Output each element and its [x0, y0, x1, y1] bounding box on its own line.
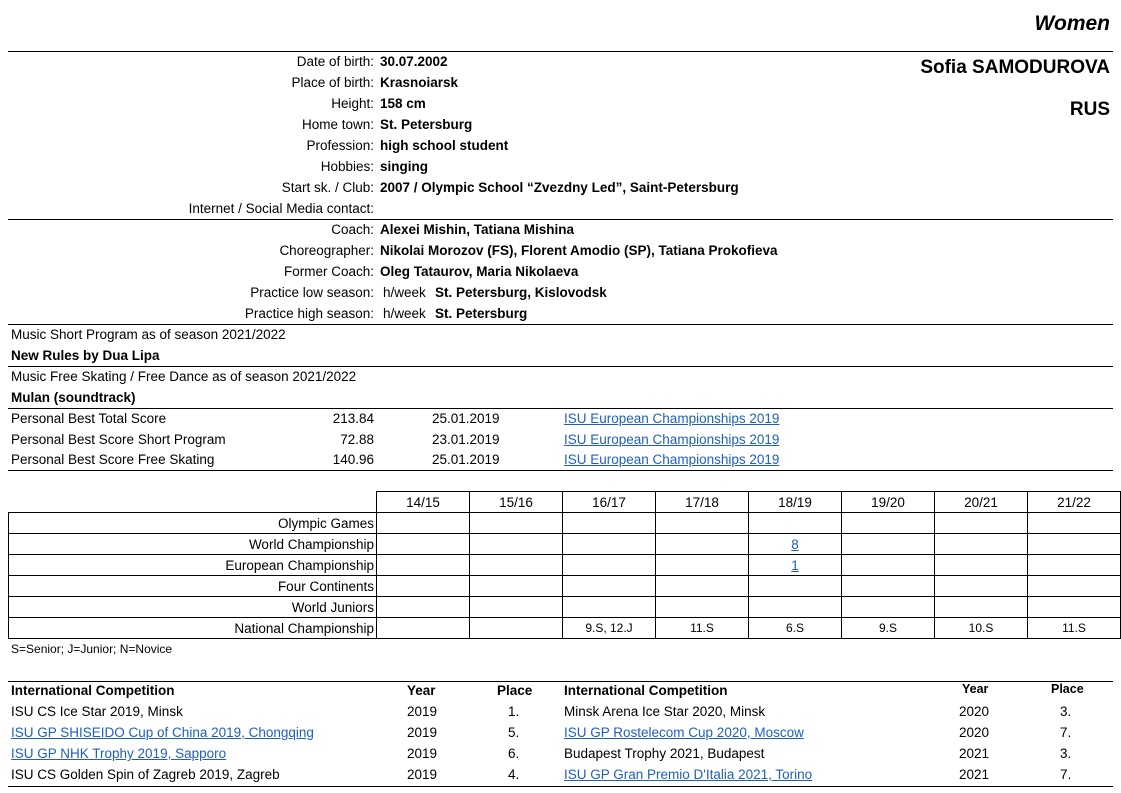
result-cell [470, 618, 563, 639]
level-legend: S=Senior; J=Junior; N=Novice [11, 642, 173, 656]
pb-date: 25.01.2019 [432, 452, 500, 467]
bio-label: Hobbies: [320, 159, 374, 174]
results-row-four-continents [9, 576, 1121, 597]
comp-year: 2021 [959, 746, 990, 761]
pb-date: 23.01.2019 [432, 432, 500, 447]
comp-place: 4. [508, 767, 520, 782]
result-cell [377, 513, 470, 534]
bio-value: 30.07.2002 [380, 54, 448, 69]
results-row-worlds [9, 534, 1121, 555]
result-cell [842, 513, 935, 534]
result-cell [842, 576, 935, 597]
bio-label: Start sk. / Club: [281, 180, 374, 195]
blank-cell [9, 492, 377, 513]
comp-header: International Competition [11, 683, 175, 698]
divider [8, 324, 1113, 325]
comp-year: 2019 [407, 767, 438, 782]
bio-label: Profession: [306, 138, 374, 153]
season-header: 19/20 [842, 492, 935, 513]
result-cell [656, 597, 749, 618]
result-cell [563, 576, 656, 597]
result-cell [935, 513, 1028, 534]
comp-year: 2020 [959, 725, 990, 740]
bio-value: high school student [380, 138, 509, 153]
result-cell [656, 576, 749, 597]
results-row-world-juniors [9, 597, 1121, 618]
comp-place: 3. [1060, 704, 1072, 719]
comp-year-header: Year [962, 682, 989, 696]
result-cell [656, 534, 749, 555]
result-cell [470, 534, 563, 555]
result-cell [749, 513, 842, 534]
result-cell [377, 618, 470, 639]
comp-place: 1. [508, 704, 520, 719]
row-label: World Championship [9, 534, 377, 555]
comp-year: 2019 [407, 725, 438, 740]
comp-place: 6. [508, 746, 520, 761]
result-cell [656, 513, 749, 534]
result-cell: 11.S [1028, 618, 1121, 639]
bio-label: Home town: [301, 117, 374, 132]
music-fs-title: Mulan (soundtrack) [11, 390, 136, 405]
practice-high-value: St. Petersburg [435, 306, 528, 321]
choreographer-value: Nikolai Morozov (FS), Florent Amodio (SP), Tatiana Prokofieva [380, 243, 778, 258]
results-row-olympic [9, 513, 1121, 534]
coach-label: Coach: [331, 222, 374, 237]
comp-place-header: Place [1051, 682, 1084, 696]
comp-year-header: Year [407, 683, 436, 698]
row-label: European Championship [9, 555, 377, 576]
comp-place: 5. [508, 725, 520, 740]
bio-value: singing [380, 159, 428, 174]
result-cell [842, 597, 935, 618]
result-cell [749, 597, 842, 618]
practice-high-label: Practice high season: [244, 306, 374, 321]
music-sp-title: New Rules by Dua Lipa [11, 348, 160, 363]
result-cell [935, 597, 1028, 618]
pb-date: 25.01.2019 [432, 411, 500, 426]
result-cell [377, 576, 470, 597]
result-cell [563, 534, 656, 555]
practice-low-label: Practice low season: [250, 285, 374, 300]
result-cell [563, 597, 656, 618]
bio-label: Internet / Social Media contact: [188, 201, 374, 216]
season-results-table [8, 491, 1121, 639]
result-cell [749, 576, 842, 597]
result-cell [935, 555, 1028, 576]
result-cell [377, 555, 470, 576]
result-cell [1028, 576, 1121, 597]
season-header: 16/17 [563, 492, 656, 513]
season-header: 18/19 [749, 492, 842, 513]
result-cell [749, 555, 842, 576]
pb-event-link[interactable]: ISU European Championships 2019 [564, 452, 780, 467]
practice-low-unit: h/week [383, 285, 426, 300]
comp-name: ISU CS Golden Spin of Zagreb 2019, Zagreb [11, 767, 280, 782]
bio-value: Krasnoiarsk [380, 75, 459, 90]
divider [8, 470, 1113, 471]
music-sp-label: Music Short Program as of season 2021/2022 [11, 327, 286, 342]
former-coach-label: Former Coach: [283, 264, 374, 279]
result-cell [470, 597, 563, 618]
pb-label: Personal Best Score Short Program [11, 432, 226, 447]
result-cell: 11.S [656, 618, 749, 639]
pb-label: Personal Best Score Free Skating [11, 452, 215, 467]
result-cell: 9.S [842, 618, 935, 639]
comp-place: 3. [1060, 746, 1072, 761]
divider [8, 219, 1113, 220]
result-link[interactable]: 1 [791, 557, 799, 573]
result-cell: 9.S, 12.J [563, 618, 656, 639]
comp-link[interactable]: ISU GP Gran Premio D'Italia 2021, Torino [564, 767, 813, 782]
row-label: Olympic Games [9, 513, 377, 534]
comp-link[interactable]: ISU GP Rostelecom Cup 2020, Moscow [564, 725, 804, 740]
practice-high-unit: h/week [383, 306, 426, 321]
season-header: 17/18 [656, 492, 749, 513]
comp-year: 2019 [407, 704, 438, 719]
comp-header: International Competition [564, 683, 728, 698]
bio-value: 158 cm [380, 96, 426, 111]
result-cell [842, 534, 935, 555]
result-cell [563, 555, 656, 576]
practice-low-value: St. Petersburg, Kislovodsk [435, 285, 607, 300]
result-cell [1028, 534, 1121, 555]
divider [8, 408, 1113, 409]
comp-place: 7. [1060, 725, 1072, 740]
result-cell: 10.S [935, 618, 1028, 639]
results-row-europeans [9, 555, 1121, 576]
comp-name: Minsk Arena Ice Star 2020, Minsk [564, 704, 766, 719]
results-row-nationals [9, 618, 1121, 639]
season-header-row [9, 492, 1121, 513]
pb-score: 213.84 [332, 411, 374, 426]
comp-name: Budapest Trophy 2021, Budapest [564, 746, 765, 761]
choreographer-label: Choreographer: [279, 243, 374, 258]
bio-value: 2007 / Olympic School “Zvezdny Led”, Saint-Petersburg [380, 180, 739, 195]
comp-place-header: Place [497, 683, 533, 698]
bio-label: Place of birth: [291, 75, 374, 90]
result-cell [377, 534, 470, 555]
divider [8, 51, 1113, 52]
row-label: National Championship [9, 618, 377, 639]
result-cell [470, 555, 563, 576]
divider [8, 366, 1113, 367]
former-coach-value: Oleg Tataurov, Maria Nikolaeva [380, 264, 579, 279]
divider [8, 786, 1113, 787]
bio-label: Date of birth: [296, 54, 374, 69]
comp-year: 2021 [959, 767, 990, 782]
season-header: 15/16 [470, 492, 563, 513]
season-header: 21/22 [1028, 492, 1121, 513]
pb-score: 140.96 [332, 452, 374, 467]
coach-value: Alexei Mishin, Tatiana Mishina [380, 222, 575, 237]
result-cell [377, 597, 470, 618]
result-cell [470, 513, 563, 534]
pb-score: 72.88 [340, 432, 374, 447]
comp-year: 2020 [959, 704, 990, 719]
athlete-country: RUS [1069, 99, 1110, 120]
row-label: World Juniors [9, 597, 377, 618]
result-cell [935, 534, 1028, 555]
result-cell [656, 555, 749, 576]
comp-name: ISU CS Ice Star 2019, Minsk [11, 704, 183, 719]
result-cell [749, 534, 842, 555]
result-cell [842, 555, 935, 576]
result-cell [1028, 597, 1121, 618]
pb-label: Personal Best Total Score [11, 411, 167, 426]
result-cell [563, 513, 656, 534]
category-title: Women [1034, 12, 1110, 35]
music-fs-label: Music Free Skating / Free Dance as of season 2021/2022 [11, 369, 357, 384]
season-header: 20/21 [935, 492, 1028, 513]
result-link[interactable]: 8 [791, 536, 799, 552]
pb-event-link[interactable]: ISU European Championships 2019 [564, 432, 780, 447]
pb-event-link[interactable]: ISU European Championships 2019 [564, 411, 780, 426]
athlete-name: Sofia SAMODUROVA [920, 57, 1110, 78]
result-cell [1028, 555, 1121, 576]
comp-year: 2019 [407, 746, 438, 761]
comp-link[interactable]: ISU GP NHK Trophy 2019, Sapporo [11, 746, 227, 761]
result-cell [935, 576, 1028, 597]
bio-label: Height: [331, 96, 374, 111]
bio-value: St. Petersburg [380, 117, 473, 132]
result-cell: 6.S [749, 618, 842, 639]
season-header: 14/15 [377, 492, 470, 513]
row-label: Four Continents [9, 576, 377, 597]
comp-link[interactable]: ISU GP SHISEIDO Cup of China 2019, Chongqing [11, 725, 314, 740]
divider [8, 681, 1113, 682]
comp-place: 7. [1060, 767, 1072, 782]
result-cell [1028, 513, 1121, 534]
result-cell [470, 576, 563, 597]
